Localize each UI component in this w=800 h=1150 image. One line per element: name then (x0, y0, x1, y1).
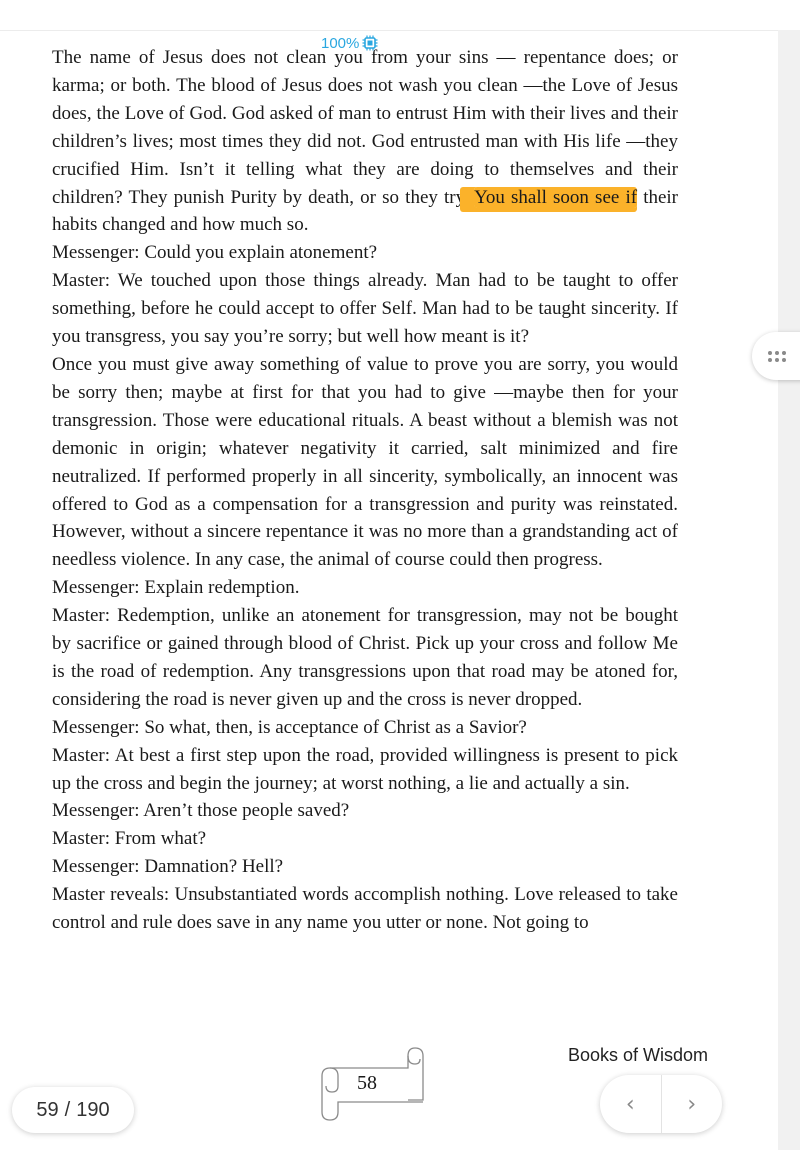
paragraph-11: Messenger: Damnation? Hell? (52, 856, 284, 878)
paragraph-9: Messenger: Aren’t those people saved? (52, 800, 350, 822)
page-text (52, 44, 678, 937)
page-counter[interactable] (12, 1087, 134, 1133)
next-page-button[interactable] (662, 1075, 723, 1133)
page-navigation (600, 1075, 722, 1133)
paragraph-3: Master: We touched upon those things already. Man had to be taught to offer something, before he could accept to offer Self. Man had to be taught sincerity. If you transgress, you say you’re sorry; but well how meant is it? (52, 270, 678, 348)
zoom-label: 100% (321, 34, 360, 52)
previous-page-button[interactable] (600, 1075, 661, 1133)
paragraph-7: Messenger: So what, then, is acceptance of Christ as a Savior? (52, 716, 527, 738)
page-number-scroll (312, 1046, 428, 1124)
chevron-right-icon: › (687, 1091, 697, 1117)
book-title: Books of Wisdom (567, 1045, 708, 1065)
paragraph-10: Master: From what? (52, 828, 207, 850)
paragraph-5: Messenger: Explain redemption. (52, 577, 300, 599)
paragraph-4: Once you must give away something of value to prove you are sorry, you would be sorry then; maybe at first for that you had to give —maybe then for your transgression. Those were educational rituals. A beast without a blemish was not demonic in origin; whatever negativity it carried, salt minimized and fire neutralized. If performed properly in all sincerity, symbolically, an innocent was offered to God as a compensation for a transgression and purity was reinstated. However, without a sincere repentance it was no more than a grandstanding act of needless violence. In any case, the animal of course could then progress. (52, 353, 678, 571)
paragraph-1-end: their habits changed and how much so. (52, 186, 679, 236)
current-page: 59 (36, 1098, 59, 1121)
text-highlight[interactable]: You shall soon see if (474, 186, 638, 208)
side-menu-handle[interactable] (752, 332, 800, 380)
page-number: 58 (357, 1072, 377, 1094)
paragraph-8: Master: At best a first step upon the road, provided willingness is present to pick up the cross and begin the journey; at worst nothing, a lie and actually a sin. (52, 744, 678, 794)
top-bar (0, 0, 800, 31)
chevron-left-icon: ‹ (625, 1091, 635, 1117)
paragraph-1-start: The name of Jesus does not clean you from your sins — repentance does; or karma; or both. The blood of Jesus does not wash you clean —the Love of Jesus does, the Love of God. God asked of man to entrust Him with their lives and their children’s lives; most times they did not. God entrusted man with His life —they crucified Him. Isn’t it telling what they are doing to themselves and their children? They punish Purity by death, or so they try. (52, 47, 678, 208)
dots-grid-icon (768, 351, 786, 362)
paragraph-1 (52, 44, 678, 239)
page-edge-strip (778, 30, 800, 1150)
paragraph-12: Master reveals: Unsubstantiated words accomplish nothing. Love released to take control and rule does save in any name you utter or none. Not going to (52, 884, 678, 934)
total-pages: 190 (76, 1098, 110, 1121)
counter-separator: / (64, 1098, 71, 1121)
paragraph-6: Master: Redemption, unlike an atonement for transgression, may not be bought by sacrifice or gained through blood of Christ. Pick up your cross and follow Me is the road of redemption. Any transgressions upon that road may be atoned for, considering the road is never given up and the cross is never dropped. (52, 605, 678, 710)
paragraph-2: Messenger: Could you explain atonement? (52, 242, 378, 264)
